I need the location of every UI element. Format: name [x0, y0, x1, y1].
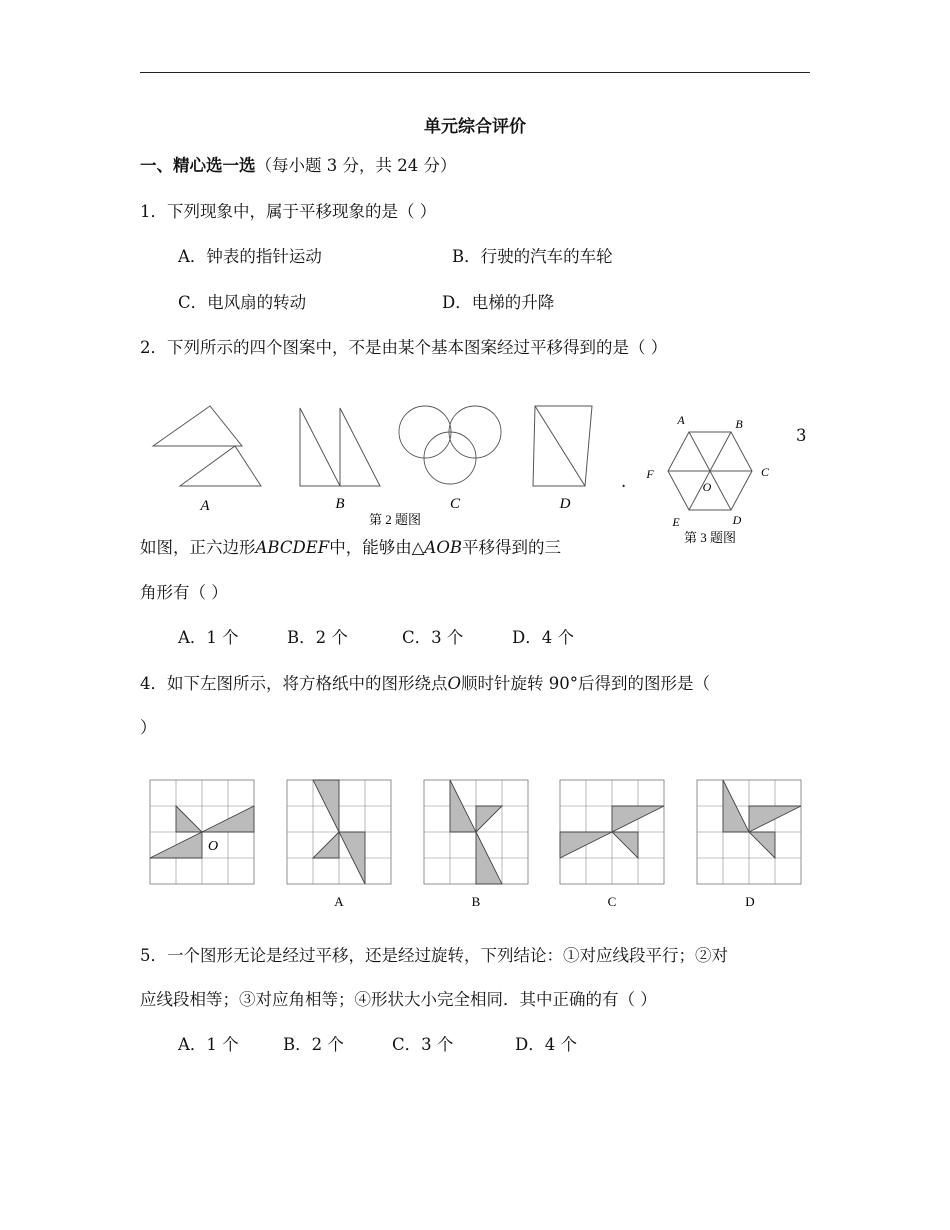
q3-option-c: C．3 个	[402, 628, 464, 647]
section-heading	[140, 154, 456, 178]
hex-label-e: E	[672, 515, 680, 529]
section-note: （每小题 3 分，共 24 分）	[255, 156, 457, 175]
q1-option-b: B．行驶的汽车的车轮	[452, 247, 613, 266]
hex-label-o: O	[702, 480, 712, 494]
q4-option-d-grid	[697, 780, 801, 884]
q1-option-d: D．电梯的升降	[442, 293, 555, 312]
q5-line2: 应线段相等；③对应角相等；④形状大小完全相同．其中正确的有（ ）	[140, 990, 657, 1009]
q3-option-a: A．1 个	[178, 628, 239, 647]
q4-original-grid	[150, 780, 254, 884]
q4-label-b: B	[471, 894, 481, 909]
q3-stem-text-1: 如图，正六边形	[140, 538, 256, 557]
top-rule	[140, 72, 810, 73]
hex-label-a: A	[677, 413, 685, 427]
q5-option-b: B．2 个	[283, 1035, 344, 1054]
q1-option-a: A．钟表的指针运动	[178, 247, 322, 266]
q4-label-a: A	[334, 894, 344, 909]
q3-stem-line2: 角形有（ ）	[140, 583, 228, 602]
q5-option-a: A．1 个	[178, 1035, 239, 1054]
q4-option-c-grid	[560, 780, 664, 884]
q2-figures	[140, 395, 640, 535]
q3-stem-hexagon-name: ABCDEF	[255, 538, 330, 557]
q1-stem: 1．下列现象中，属于平移现象的是（ ）	[140, 202, 437, 221]
q2-figure-a	[153, 406, 261, 486]
q5-option-c: C．3 个	[392, 1035, 454, 1054]
q4-stem	[140, 672, 710, 696]
q2-figure-b	[300, 408, 380, 486]
q2-figure-d	[533, 406, 592, 486]
page-title: 单元综合评价	[424, 117, 526, 137]
q3-hexagon-figure	[640, 410, 790, 550]
hex-label-d: D	[732, 513, 742, 527]
q4-option-b-grid	[424, 780, 528, 884]
q3-caption: 第 3 题图	[683, 530, 737, 545]
q3-stem	[140, 536, 561, 560]
q4-label-c: C	[607, 894, 617, 909]
q4-origin-label: O	[208, 839, 219, 854]
hex-label-f: F	[646, 467, 654, 481]
q5-line1: 5．一个图形无论是经过平移，还是经过旋转，下列结论：①对应线段平行；②对	[140, 946, 728, 965]
q4-stem-text-1: 4．如下左图所示，将方格纸中的图形绕点	[140, 674, 448, 693]
q4-option-a-grid	[287, 780, 391, 884]
q2-figure-c	[399, 406, 501, 484]
q4-label-d: D	[745, 894, 755, 909]
q4-stem-point: O	[447, 674, 462, 693]
q3-dot: .	[621, 472, 627, 491]
q3-option-d: D．4 个	[512, 628, 574, 647]
q3-number: 3	[796, 426, 807, 445]
q3-stem-text-3: 平移得到的三	[461, 538, 561, 557]
q2-label-c: C	[449, 496, 461, 512]
hex-label-c: C	[760, 465, 770, 479]
q4-stem-line2: ）	[140, 718, 157, 737]
q3-option-b: B．2 个	[287, 628, 348, 647]
q5-option-d: D．4 个	[515, 1035, 577, 1054]
section-title: 一、精心选一选	[140, 156, 256, 175]
q2-label-b: B	[335, 496, 345, 512]
q2-caption: 第 2 题图	[368, 512, 422, 527]
q1-option-c: C．电风扇的转动	[178, 293, 307, 312]
q4-stem-text-2: 顺时针旋转 90°后得到的图形是（	[461, 674, 711, 693]
q2-stem: 2．下列所示的四个图案中，不是由某个基本图案经过平移得到的是（ ）	[140, 338, 668, 357]
q3-stem-text-2: 中，能够由△	[329, 538, 425, 557]
q4-grids	[140, 770, 820, 910]
q3-stem-triangle-name: AOB	[424, 538, 462, 557]
hex-label-b: B	[735, 417, 743, 431]
q2-label-a: A	[200, 498, 210, 514]
q2-label-d: D	[559, 496, 571, 512]
